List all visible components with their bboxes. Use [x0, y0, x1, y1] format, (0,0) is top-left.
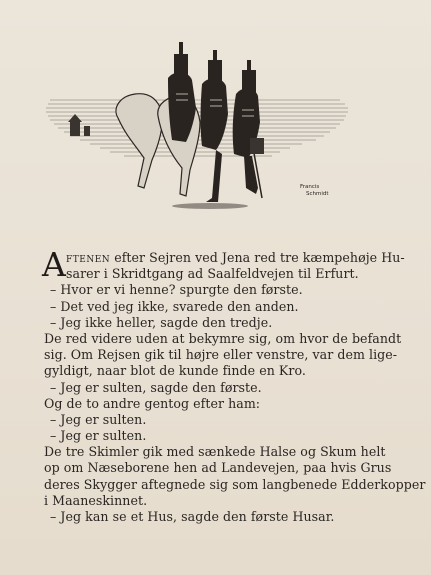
text-line: i Maaneskinnet. [44, 492, 148, 508]
text-line: – Jeg er sulten, sagde den første. [50, 379, 262, 395]
illustrator-signature-line2: Schmidt [306, 191, 329, 197]
text-line: sig. Om Rejsen gik til højre eller venstre, var dem lige- [44, 347, 398, 363]
text-line: Og de to andre gentog efter ham: [44, 395, 261, 411]
illustrator-signature-line1: Francis [300, 184, 320, 190]
text-line: – Hvor er vi henne? spurgte den første. [50, 282, 303, 298]
hussars-illustration [40, 38, 360, 218]
text-line: sarer i Skridtgang ad Saalfeldvejen til Erfurt. [66, 266, 359, 282]
text-line: – Jeg er sulten. [50, 428, 147, 444]
text-line: op om Næseborene hen ad Landevejen, paa hvis Grus [44, 460, 392, 476]
story-text [42, 245, 426, 525]
text-line: De red videre uden at bekymre sig, om hvor de befandt [44, 330, 402, 346]
opening-paragraph [42, 245, 405, 284]
opening-smallcaps: ftenen [66, 250, 111, 265]
text-line: deres Skygger aftegnede sig som langbenede Edderkopper [44, 476, 426, 492]
text-line: – Jeg er sulten. [50, 411, 147, 427]
text-line [44, 250, 405, 266]
text-line: – Jeg ikke heller, sagde den tredje. [50, 314, 273, 330]
text-line: gyldigt, naar blot de kunde finde en Kro. [44, 363, 306, 379]
drop-cap: A [42, 245, 66, 284]
text-line: De tre Skimler gik med sænkede Halse og Skum helt [44, 444, 386, 460]
text-line-rest: efter Sejren ved Jena red tre kæmpehøje Hu- [110, 250, 405, 265]
text-line: – Jeg kan se et Hus, sagde den første Husar. [50, 509, 335, 524]
text-line: – Det ved jeg ikke, svarede den anden. [50, 298, 299, 314]
